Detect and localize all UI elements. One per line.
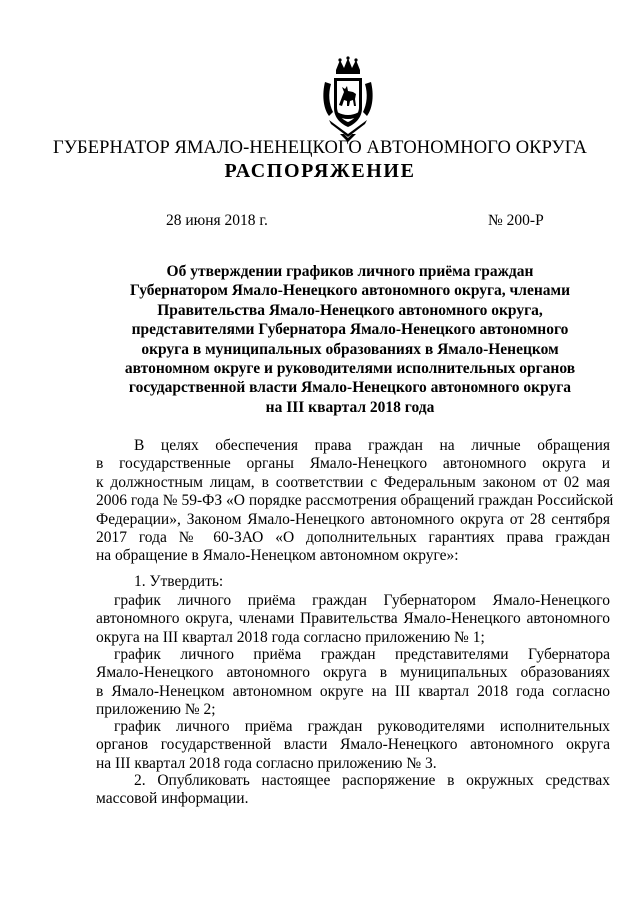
document-type-heading: РАСПОРЯЖЕНИЕ (224, 160, 416, 182)
document-title (80, 262, 620, 417)
schedule-2-paragraph (96, 646, 610, 720)
preamble-line: 2006 года № 59-ФЗ «О порядке рассмотрения обращений граждан Российской (96, 492, 614, 510)
schedule-3-line: график личного приёма граждан руководителями исполнительных (114, 718, 610, 735)
title-line: округа в муниципальных образованиях в Ямало-Ненецком (141, 340, 559, 358)
title-line: Правительства Ямало-Ненецкого автономного округа, (157, 301, 543, 319)
title-line: Об утверждении графиков личного приёма граждан (166, 263, 534, 280)
schedule-1-line: автономного округа, членами Правительства Ямало-Ненецкого автономного (96, 610, 610, 628)
schedule-3-paragraph (96, 718, 610, 773)
schedule-3-line: органов государственной власти Ямало-Ненецкого автономного округа (96, 736, 610, 754)
preamble-line: на обращение в Ямало-Ненецком автономном округе»: (96, 547, 459, 565)
title-line: государственной власти Ямало-Ненецкого автономного округа (128, 379, 572, 397)
schedule-1-paragraph (96, 592, 610, 647)
approve-clause (96, 573, 610, 591)
title-line: на III квартал 2018 года (265, 398, 435, 416)
schedule-2-line: график личного приёма граждан представителями Губернатора (114, 646, 610, 663)
preamble-line: в государственные органы Ямало-Ненецкого автономного округа и (96, 455, 610, 473)
preamble-line: 2017 года № 60-ЗАО «О дополнительных гарантиях права граждан (96, 528, 610, 546)
approve-heading: 1. Утвердить: (134, 573, 224, 590)
schedule-2-line: приложению № 2; (96, 701, 216, 719)
schedule-3-line: на III квартал 2018 года согласно приложению № 3. (96, 754, 437, 772)
preamble-line: Федерации», Законом Ямало-Ненецкого автономного округа от 28 сентября (96, 510, 610, 528)
publish-line: 2. Опубликовать настоящее распоряжение в окружных средствах (134, 772, 610, 789)
preamble-line: В целях обеспечения права граждан на личные обращения (134, 437, 610, 454)
title-line: автономном округе и руководителями исполнительных органов (124, 360, 576, 378)
title-line: Губернатором Ямало-Ненецкого автономного округа, членами (129, 282, 571, 300)
coat-of-arms-emblem-icon (322, 56, 374, 142)
document-number: № 200-Р (488, 212, 544, 229)
publish-line: массовой информации. (96, 790, 249, 808)
preamble-line: к должностным лицам, в соответствии с Федеральным законом от 02 мая (96, 473, 610, 491)
publish-clause (96, 772, 610, 809)
title-line: представителями Губернатора Ямало-Ненецкого автономного (131, 321, 569, 339)
document-date: 28 июня 2018 г. (166, 212, 268, 229)
schedule-1-line: округа на III квартал 2018 года согласно приложению № 1; (96, 628, 485, 646)
schedule-2-line: Ямало-Ненецкого автономного округа в муниципальных образованиях (96, 664, 610, 682)
schedule-1-line: график личного приёма граждан Губернатором Ямало-Ненецкого (114, 592, 610, 609)
schedule-2-line: в Ямало-Ненецком автономном округе на III квартал 2018 года согласно (96, 682, 610, 700)
preamble-paragraph (96, 437, 614, 566)
authority-heading: ГУБЕРНАТОР ЯМАЛО-НЕНЕЦКОГО АВТОНОМНОГО ОКРУГА (53, 138, 587, 158)
